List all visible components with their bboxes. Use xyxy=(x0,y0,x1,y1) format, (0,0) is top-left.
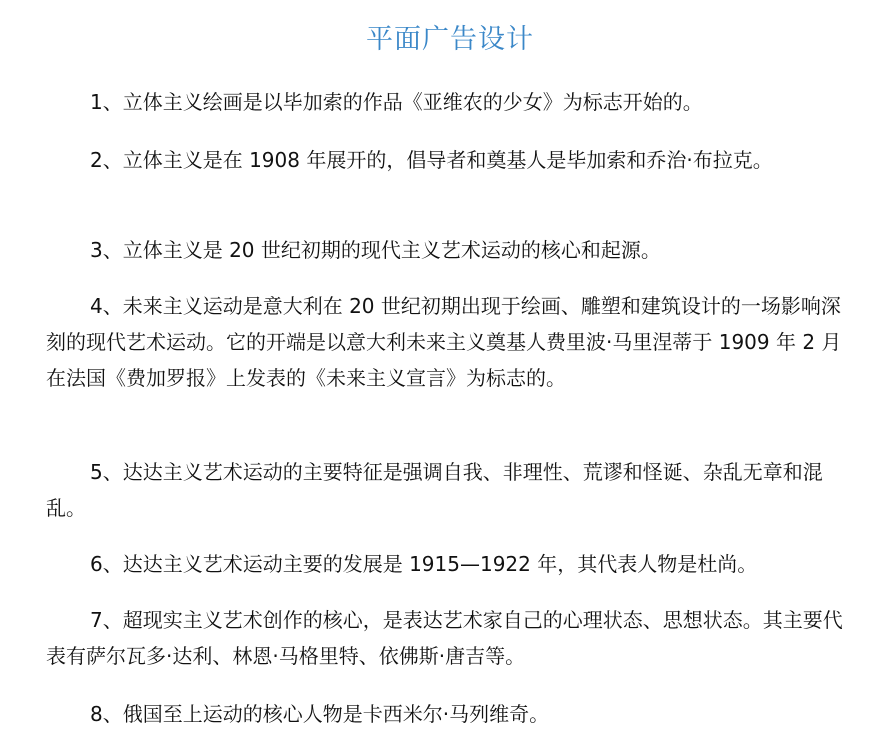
paragraph-1: 1、立体主义绘画是以毕加索的作品《亚维农的少女》为标志开始的。 xyxy=(90,90,703,114)
paragraph-2: 2、立体主义是在 1908 年展开的，倡导者和奠基人是毕加索和乔治·布拉克。 xyxy=(90,148,773,172)
document-title: 平面广告设计 xyxy=(366,24,534,55)
paragraph-7: 7、超现实主义艺术创作的核心，是表达艺术家自己的心理状态、思想状态。其主要代表有萨尔瓦多·达利、林恩·马格里特、依佛斯·唐吉等。 xyxy=(46,608,843,668)
paragraph-6: 6、达达主义艺术运动主要的发展是 1915—1922 年，其代表人物是杜尚。 xyxy=(90,552,758,576)
paragraph-5: 5、达达主义艺术运动的主要特征是强调自我、非理性、荒谬和怪诞、杂乱无章和混乱。 xyxy=(46,460,823,520)
paragraph-3: 3、立体主义是 20 世纪初期的现代主义艺术运动的核心和起源。 xyxy=(90,238,661,262)
paragraph-8: 8、俄国至上运动的核心人物是卡西米尔·马列维奇。 xyxy=(90,702,550,726)
paragraph-4: 4、未来主义运动是意大利在 20 世纪初期出现于绘画、雕塑和建筑设计的一场影响深刻的现代艺术运动。它的开端是以意大利未来主义奠基人费里波·马里涅蒂于 1909 年 2 月在法国《费加罗报》上发表的《未来主义宣言》为标志的。 xyxy=(46,294,842,390)
